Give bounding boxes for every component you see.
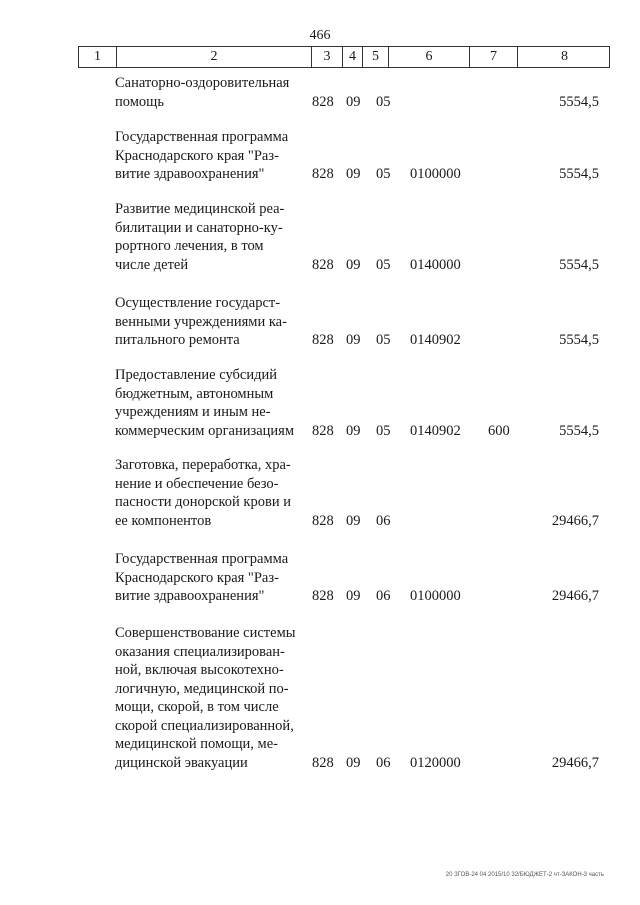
cell-c5: 06: [376, 512, 391, 529]
row-description: [115, 74, 305, 111]
description-line: дицинской эвакуации: [115, 754, 248, 771]
description-line: Развитие медицинской реа-: [115, 201, 285, 217]
cell-c4: 09: [346, 422, 361, 439]
cell-c5: 05: [376, 166, 391, 182]
cell-c8: 5554,5: [559, 332, 599, 348]
description-line: ной, включая высокотехно-: [115, 662, 284, 678]
description-line: витие здравоохранения": [115, 588, 265, 604]
description-line: оказания специализирован-: [115, 643, 285, 660]
cell-c5: 05: [376, 332, 391, 348]
description-line: ее компонентов: [115, 512, 212, 529]
cell-c8: 29466,7: [551, 754, 599, 771]
description-line: Предоставление субсидий: [115, 367, 278, 383]
cell-c5: 05: [376, 256, 391, 273]
description-line: Совершенствование системы: [115, 625, 296, 641]
cell-c6: 0120000: [410, 754, 461, 771]
description-line: питального ремонта: [115, 332, 240, 348]
description-line: Заготовка, переработка, хра-: [115, 457, 291, 473]
description-line: нение и обеспечение безо-: [115, 475, 279, 492]
description-line: мощи, скорой, в том числе: [115, 699, 279, 715]
cell-c4: 09: [346, 332, 361, 348]
cell-c6: 0100000: [410, 166, 461, 182]
row-description: [115, 366, 305, 440]
row-description: [115, 128, 305, 184]
row-description: [115, 550, 305, 606]
col-header-5: 5: [362, 47, 388, 67]
description-line: скорой специализированной,: [115, 717, 294, 734]
description-line: билитации и санаторно-ку-: [115, 219, 283, 236]
row-description: [115, 294, 305, 350]
description-line: Государственная программа: [115, 551, 289, 567]
cell-c8: 29466,7: [551, 588, 599, 604]
cell-c6: 0140902: [410, 422, 461, 439]
description-line: Осуществление государст-: [115, 295, 281, 311]
description-line: медицинской помощи, ме-: [115, 736, 278, 752]
row-description: [115, 624, 305, 772]
cell-c6: 0140902: [410, 332, 461, 348]
col-header-2: 2: [116, 47, 311, 67]
cell-c8: 5554,5: [559, 93, 599, 110]
description-line: рортного лечения, в том: [115, 238, 264, 254]
cell-c3: 828: [312, 93, 334, 110]
cell-c4: 09: [346, 588, 361, 604]
col-header-1: 1: [94, 49, 101, 64]
cell-c8: 5554,5: [559, 422, 599, 439]
description-line: Санаторно-оздоровительная: [115, 75, 290, 91]
description-line: пасности донорской крови и: [115, 494, 291, 510]
description-line: коммерческим организациям: [115, 422, 295, 439]
col-header-7: 7: [469, 47, 517, 67]
cell-c6: 0140000: [410, 256, 461, 273]
cell-c3: 828: [312, 332, 334, 348]
cell-c4: 09: [346, 166, 361, 182]
cell-c8: 5554,5: [559, 256, 599, 273]
description-line: венными учреждениями ка-: [115, 313, 287, 330]
cell-c5: 05: [376, 422, 391, 439]
cell-c3: 828: [312, 512, 334, 529]
cell-c4: 09: [346, 93, 361, 110]
description-line: помощь: [115, 93, 164, 110]
cell-c3: 828: [312, 754, 334, 771]
description-line: Государственная программа: [115, 129, 289, 145]
row-description: [115, 456, 305, 530]
cell-c8: 5554,5: [559, 166, 599, 182]
row-description: [115, 200, 305, 274]
cell-c4: 09: [346, 754, 361, 771]
cell-c4: 09: [346, 512, 361, 529]
column-header-row: [78, 46, 610, 68]
description-line: Краснодарского края "Раз-: [115, 147, 279, 164]
cell-c3: 828: [312, 166, 334, 182]
document-footer: 20 ЗГОВ-24 04 2015/10 32/БЮДЖЕТ-2 чт-ЗАКОН-3 часть: [445, 872, 604, 878]
description-line: учреждениям и иным не-: [115, 404, 271, 420]
col-header-8: 8: [517, 47, 611, 67]
cell-c8: 29466,7: [551, 512, 599, 529]
col-header-3: 3: [311, 47, 342, 67]
cell-c3: 828: [312, 256, 334, 273]
description-line: числе детей: [115, 256, 189, 273]
col-header-4: 4: [342, 47, 362, 67]
cell-c6: 0100000: [410, 588, 461, 604]
description-line: Краснодарского края "Раз-: [115, 569, 279, 586]
page-number: 466: [309, 28, 331, 43]
description-line: витие здравоохранения": [115, 166, 265, 182]
cell-c5: 06: [376, 754, 391, 771]
cell-c5: 06: [376, 588, 391, 604]
cell-c3: 828: [312, 588, 334, 604]
description-line: логичную, медицинской по-: [115, 680, 289, 697]
description-line: бюджетным, автономным: [115, 385, 274, 402]
cell-c7: 600: [488, 422, 510, 439]
cell-c4: 09: [346, 256, 361, 273]
col-header-6: 6: [388, 47, 469, 67]
cell-c3: 828: [312, 422, 334, 439]
cell-c5: 05: [376, 93, 391, 110]
